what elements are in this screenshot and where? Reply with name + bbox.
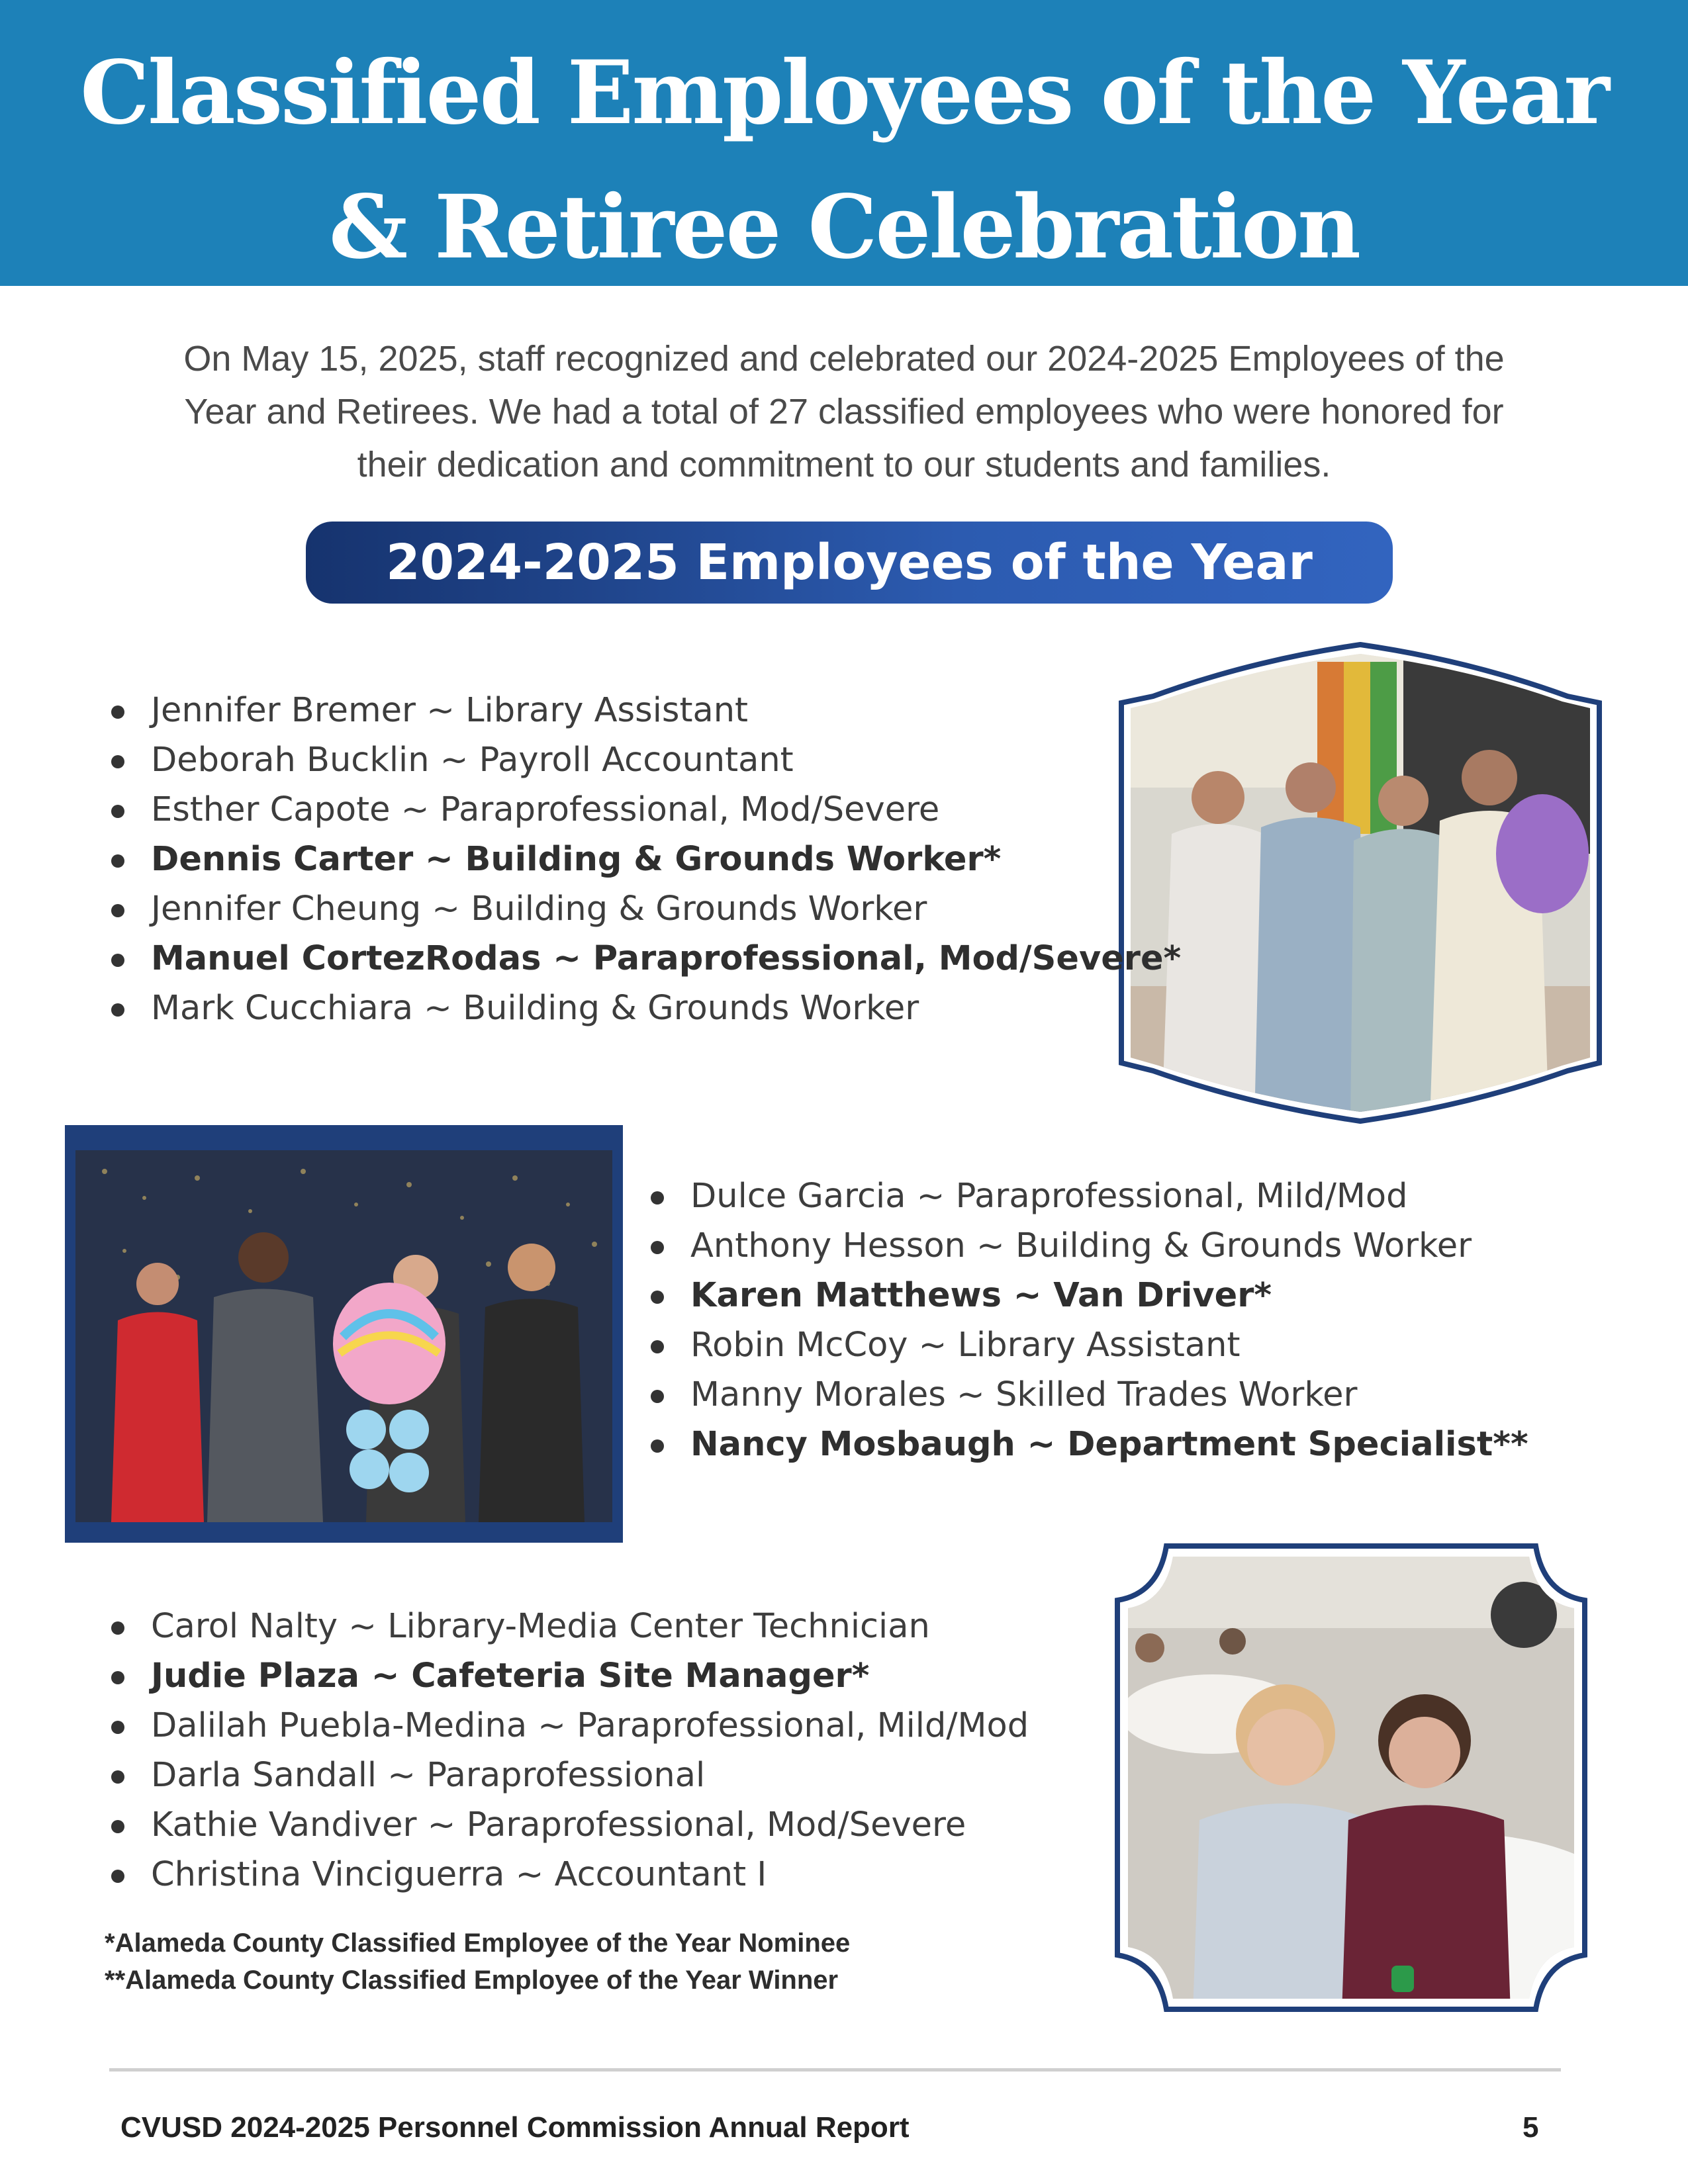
bullet-icon <box>111 854 124 868</box>
footer-divider <box>109 2068 1561 2071</box>
footnote-winner: **Alameda County Classified Employee of the Year Winner <box>105 1966 839 1995</box>
intro-paragraph <box>66 332 1622 491</box>
bullet-icon <box>111 1003 124 1017</box>
bullet-icon <box>111 1820 124 1833</box>
intro-line-1: On May 15, 2025, staff recognized and celebrated our 2024-2025 Employees of the <box>183 339 1505 379</box>
list-item-text: Mark Cucchiara ~ Building & Grounds Worker <box>151 989 919 1028</box>
list-item <box>106 884 1181 934</box>
bullet-icon <box>651 1241 664 1254</box>
bullet-icon <box>111 1671 124 1684</box>
list-item <box>106 1701 1029 1751</box>
list-item <box>106 1602 1029 1651</box>
employee-list-2 <box>645 1171 1528 1469</box>
list-item-text: Darla Sandall ~ Paraprofessional <box>151 1756 706 1795</box>
employee-list-3 <box>106 1602 1029 1899</box>
footer-report-title: CVUSD 2024-2025 Personnel Commission Annual Report <box>120 2111 910 2144</box>
list-item <box>645 1221 1528 1271</box>
bullet-icon <box>651 1439 664 1453</box>
list-item-text: Deborah Bucklin ~ Payroll Accountant <box>151 741 794 780</box>
bullet-icon <box>651 1340 664 1353</box>
list-item-text: Esther Capote ~ Paraprofessional, Mod/Severe <box>151 790 940 829</box>
list-item-text: Robin McCoy ~ Library Assistant <box>690 1326 1241 1365</box>
bullet-icon <box>651 1390 664 1403</box>
list-item-text: Christina Vinciguerra ~ Accountant I <box>151 1855 767 1894</box>
list-item <box>106 686 1181 735</box>
intro-line-2: Year and Retirees. We had a total of 27 classified employees who were honored for <box>184 392 1504 432</box>
list-item-text: Judie Plaza ~ Cafeteria Site Manager* <box>151 1657 870 1696</box>
list-item-text: Dulce Garcia ~ Paraprofessional, Mild/Mod <box>690 1177 1408 1216</box>
list-item <box>106 835 1181 884</box>
photo-group-with-balloon <box>65 1125 623 1543</box>
bullet-icon <box>111 805 124 818</box>
list-item-text: Nancy Mosbaugh ~ Department Specialist** <box>690 1425 1528 1464</box>
list-item-text: Kathie Vandiver ~ Paraprofessional, Mod/Severe <box>151 1805 966 1844</box>
page-title-line-2: & Retiree Celebration <box>328 176 1360 279</box>
photo-two-women-seated <box>1113 1542 1589 2013</box>
bullet-icon <box>111 1721 124 1734</box>
list-item <box>645 1320 1528 1370</box>
bullet-icon <box>651 1191 664 1205</box>
list-item <box>106 983 1181 1033</box>
list-item <box>645 1370 1528 1420</box>
bullet-icon <box>111 954 124 967</box>
list-item <box>645 1171 1528 1221</box>
list-item <box>106 934 1181 983</box>
page-number: 5 <box>1523 2111 1539 2144</box>
footnote-nominee: *Alameda County Classified Employee of the Year Nominee <box>105 1929 851 1958</box>
bullet-icon <box>111 705 124 719</box>
bullet-icon <box>111 1621 124 1635</box>
photo-group-four-women <box>1119 642 1602 1124</box>
list-item <box>106 785 1181 835</box>
section-title-pill: 2024-2025 Employees of the Year <box>306 522 1393 604</box>
list-item-text: Jennifer Bremer ~ Library Assistant <box>151 691 749 730</box>
employee-list-1 <box>106 686 1181 1033</box>
bullet-icon <box>111 1870 124 1883</box>
list-item-text: Jennifer Cheung ~ Building & Grounds Worker <box>151 889 927 929</box>
list-item <box>106 735 1181 785</box>
list-item-text: Karen Matthews ~ Van Driver* <box>690 1276 1272 1315</box>
bullet-icon <box>111 755 124 768</box>
intro-line-3: their dedication and commitment to our students and families. <box>357 445 1331 484</box>
list-item <box>645 1420 1528 1469</box>
list-item-text: Dennis Carter ~ Building & Grounds Worker* <box>151 840 1002 879</box>
list-item <box>106 1800 1029 1850</box>
list-item-text: Manny Morales ~ Skilled Trades Worker <box>690 1375 1358 1414</box>
bullet-icon <box>111 904 124 917</box>
list-item <box>106 1751 1029 1800</box>
bullet-icon <box>651 1291 664 1304</box>
list-item <box>106 1651 1029 1701</box>
list-item-text: Dalilah Puebla-Medina ~ Paraprofessional, Mild/Mod <box>151 1706 1029 1745</box>
page-title-line-1: Classified Employees of the Year <box>80 42 1608 144</box>
bullet-icon <box>111 1770 124 1784</box>
list-item-text: Anthony Hesson ~ Building & Grounds Worker <box>690 1226 1472 1265</box>
list-item <box>645 1271 1528 1320</box>
list-item <box>106 1850 1029 1899</box>
list-item-text: Manuel CortezRodas ~ Paraprofessional, Mod/Severe* <box>151 939 1182 978</box>
list-item-text: Carol Nalty ~ Library-Media Center Technician <box>151 1607 930 1646</box>
